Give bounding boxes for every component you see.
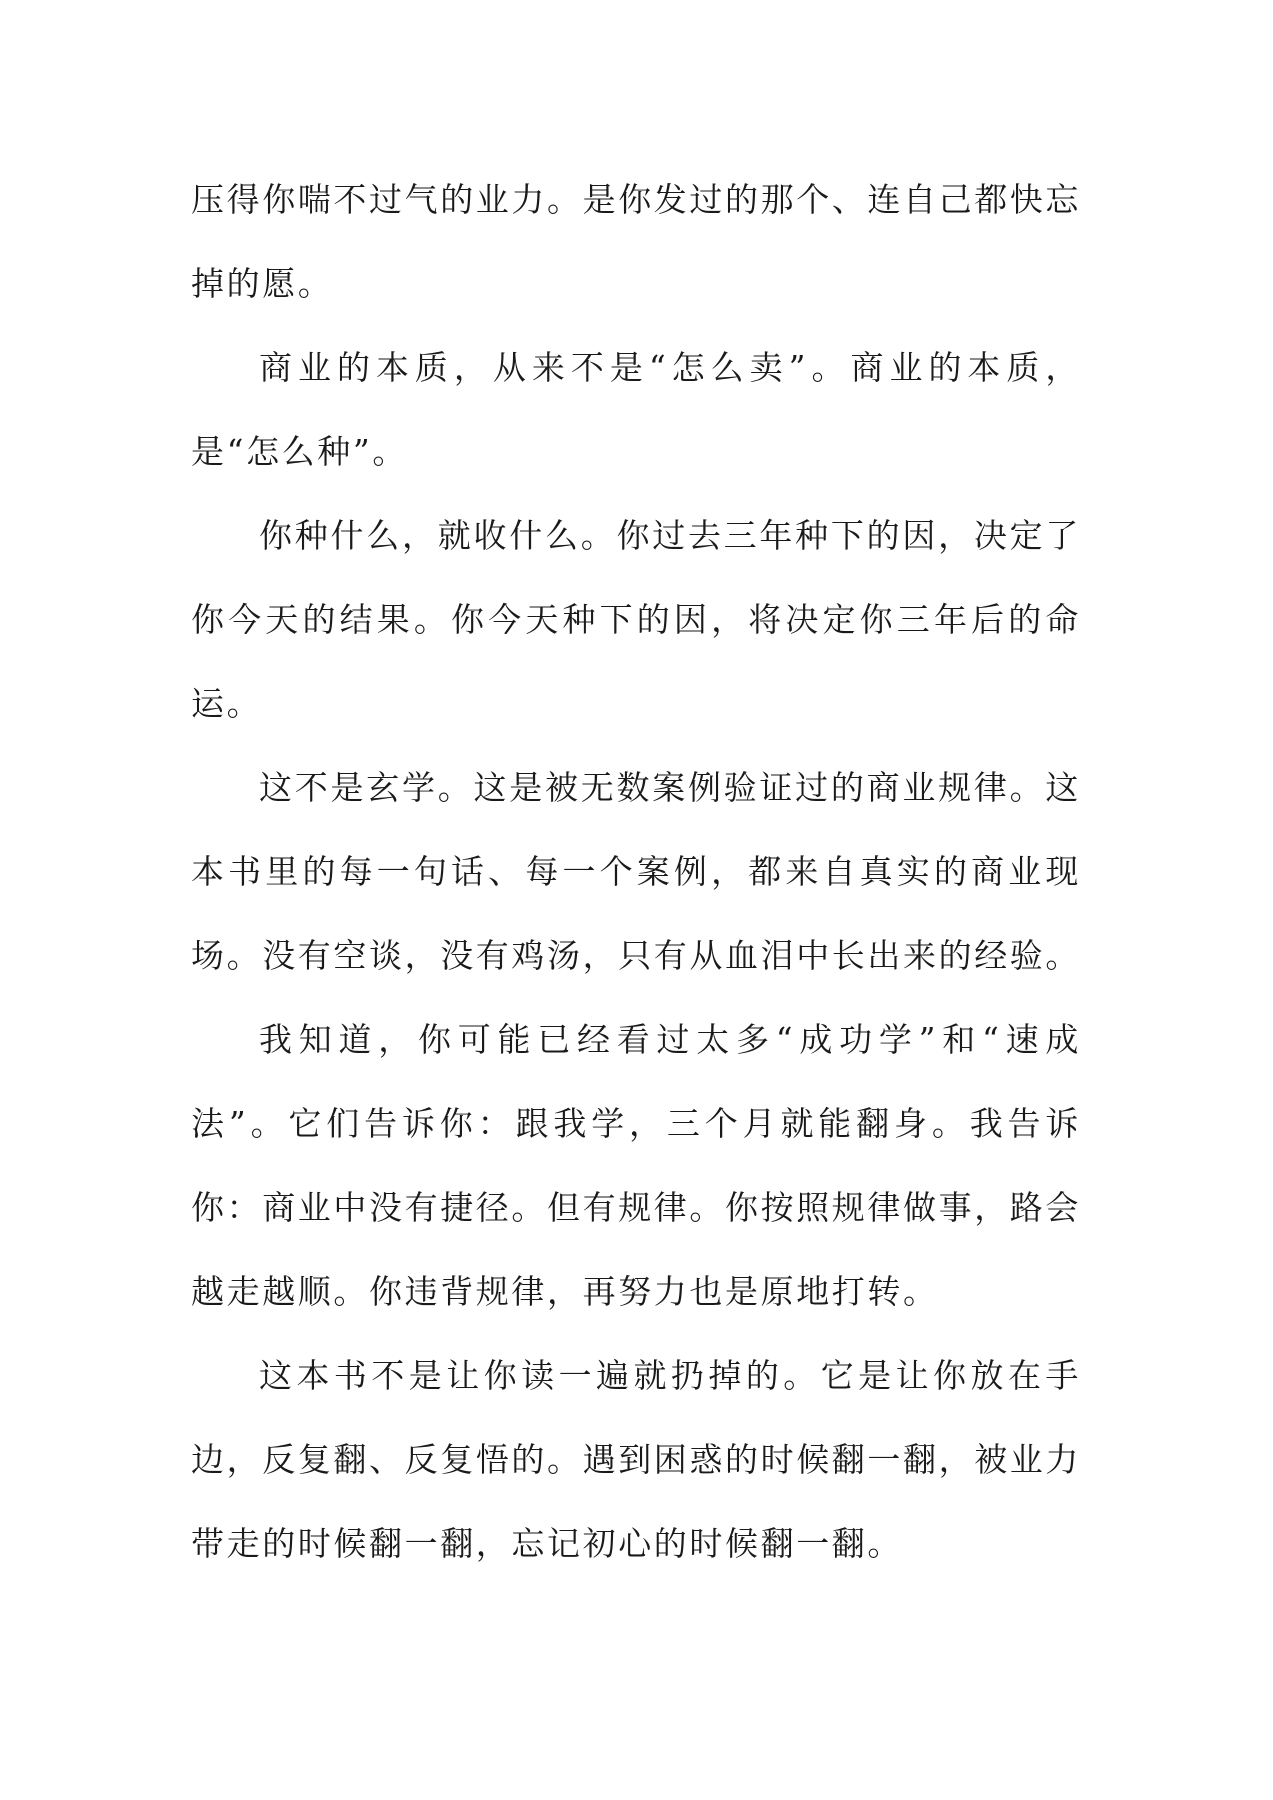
paragraph: 你种什么，就收什么。你过去三年种下的因，决定了你今天的结果。你今天种下的因，将决定你三年后的命运。 xyxy=(191,516,1081,723)
paragraph: 这本书不是让你读一遍就扔掉的。它是让你放在手边，反复翻、反复悟的。遇到困惑的时候翻一翻，被业力带走的时候翻一翻，忘记初心的时候翻一翻。 xyxy=(191,1356,1081,1563)
body-text xyxy=(191,158,1081,1586)
paragraph: 这不是玄学。这是被无数案例验证过的商业规律。这本书里的每一句话、每一个案例，都来自真实的商业现场。没有空谈，没有鸡汤，只有从血泪中长出来的经验。 xyxy=(191,768,1081,975)
paragraph: 商业的本质，从来不是“怎么卖”。商业的本质，是“怎么种”。 xyxy=(191,348,1081,471)
paragraph-continued: 压得你喘不过气的业力。是你发过的那个、连自己都快忘掉的愿。 xyxy=(191,180,1081,303)
paragraph: 我知道，你可能已经看过太多“成功学”和“速成法”。它们告诉你：跟我学，三个月就能翻身。我告诉你：商业中没有捷径。但有规律。你按照规律做事，路会越走越顺。你违背规律，再努力也是原地打转。 xyxy=(191,1020,1081,1311)
